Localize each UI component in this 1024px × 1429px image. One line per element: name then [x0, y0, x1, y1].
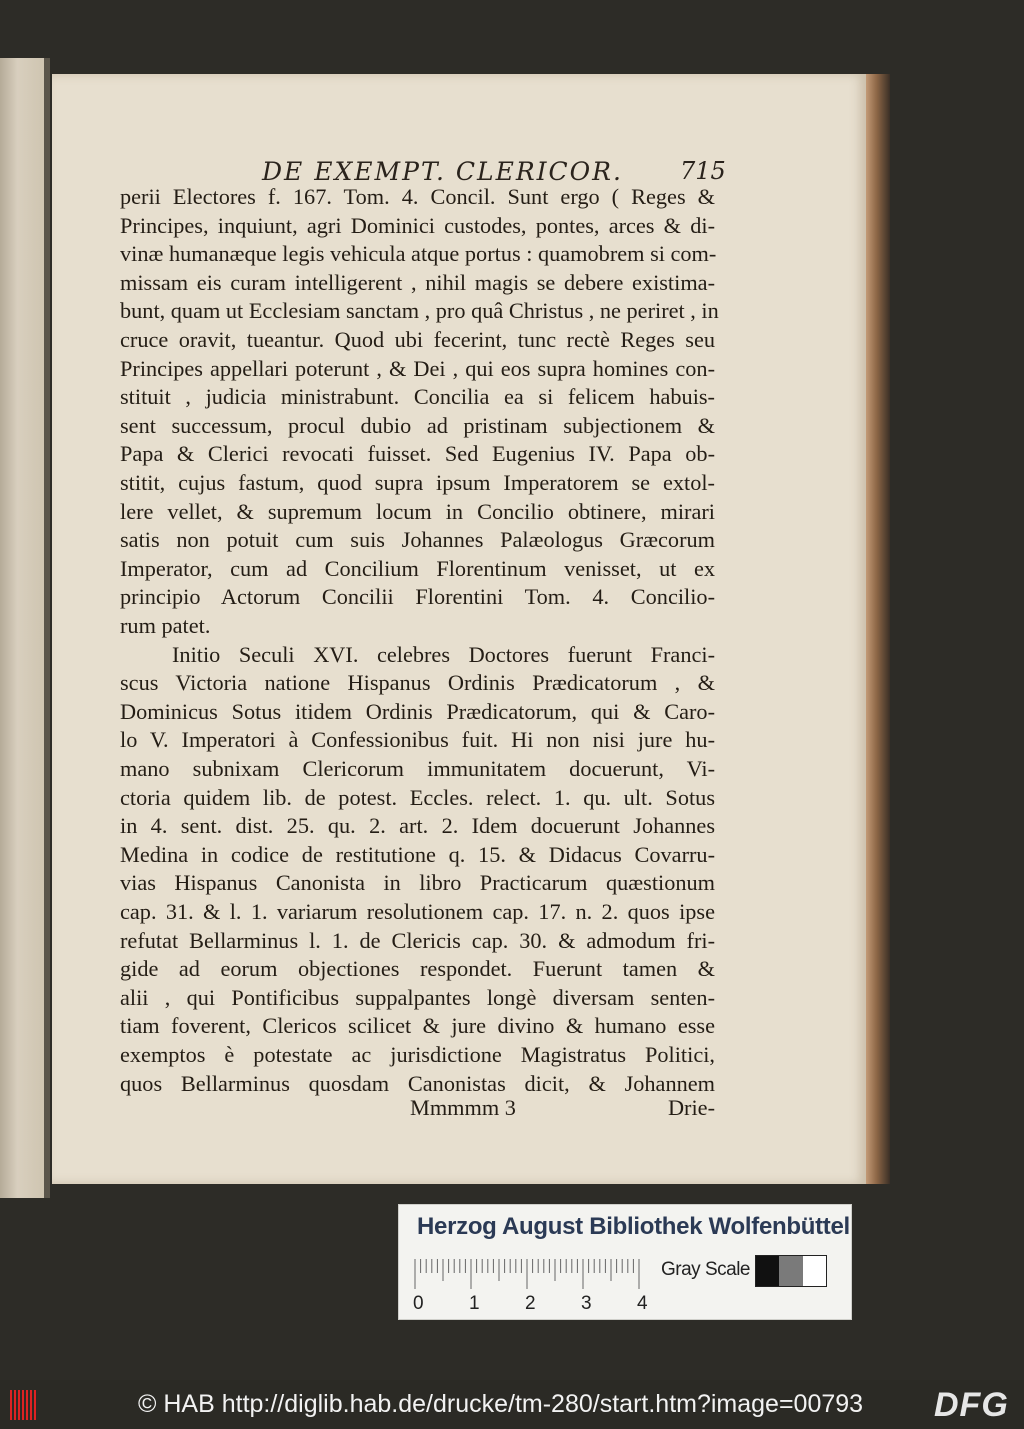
catchline — [120, 1095, 715, 1125]
text-line: lo V. Imperatori à Confessionibus fuit. Hi non nisi jure hu- — [120, 727, 715, 753]
text-line: vinæ humanæque legis vehicula atque portus : quamobrem si com- — [120, 241, 717, 267]
facing-page-edge — [0, 58, 44, 1198]
text-line: bunt, quam ut Ecclesiam sanctam , pro quâ Christus , ne periret , in — [120, 298, 719, 324]
text-line: missam eis curam intelligerent , nihil magis se debere existima- — [120, 269, 715, 295]
ruler-number: 0 — [413, 1293, 424, 1314]
swatch-black — [756, 1256, 779, 1286]
library-name: Herzog August Bibliothek Wolfenbüttel — [417, 1213, 850, 1240]
text-line: rum patet. — [120, 613, 211, 638]
text-line: vias Hispanus Canonista in libro Practicarum quæstionum — [120, 870, 715, 896]
text-line: quos Bellarminus quosdam Canonistas dicit, & Johannem — [120, 1070, 715, 1096]
dfg-logo: DFG — [934, 1386, 1009, 1424]
text-line: Papa & Clerici revocati fuisset. Sed Eugenius IV. Papa ob- — [120, 441, 715, 467]
signature-mark: Mmmmm 3 — [410, 1095, 516, 1121]
text-line: scus Victoria natione Hispanus Ordinis Prædicatorum , & — [120, 670, 715, 696]
text-line: tiam foverent, Clericos scilicet & jure divino & humano esse — [120, 1013, 715, 1039]
ruler-number: 2 — [525, 1293, 536, 1314]
page-number: 715 — [680, 157, 726, 185]
text-line: ctoria quidem lib. de potest. Eccles. relect. 1. qu. ult. Sotus — [120, 784, 715, 810]
footer-bar — [0, 1380, 1024, 1429]
text-line: Initio Seculi XVI. celebres Doctores fuerunt Franci- — [172, 641, 715, 667]
ruler-number: 4 — [637, 1293, 648, 1314]
catchword: Drie- — [667, 1095, 715, 1121]
text-line: perii Electores f. 167. Tom. 4. Concil. Sunt ergo ( Reges & — [120, 184, 715, 209]
gray-scale-label: Gray Scale — [661, 1259, 750, 1280]
text-line: stitit, cujus fastum, quod supra ipsum Imperatorem se extol- — [120, 470, 715, 495]
gutter-shadow — [44, 58, 50, 1198]
page-fore-edge — [866, 74, 890, 1184]
text-line: Principes, inquiunt, agri Dominici custodes, pontes, arces & di- — [120, 212, 715, 238]
copyright-link[interactable]: © HAB http://diglib.hab.de/drucke/tm-280/start.htm?image=00793 — [138, 1390, 864, 1418]
ruler-number: 3 — [581, 1293, 592, 1314]
text-line: exemptos è potestate ac jurisdictione Magistratus Politici, — [120, 1042, 715, 1067]
text-line: Principes appellari poterunt , & Dei , qui eos supra homines con- — [120, 355, 715, 381]
text-line: cruce oravit, tueantur. Quod ubi fecerint, tunc rectè Reges seu — [120, 327, 715, 352]
text-line: lere vellet, & supremum locum in Concilio obtinere, mirari — [120, 498, 715, 524]
text-line: refutat Bellarminus l. 1. de Clericis cap. 30. & admodum fri- — [120, 927, 715, 953]
swatch-gray — [779, 1256, 802, 1286]
gray-scale-swatches — [755, 1255, 827, 1287]
text-line: sent successum, procul dubio ad pristinam subjectionem & — [120, 412, 715, 438]
scale-ruler — [413, 1257, 649, 1291]
text-line: Medina in codice de restitutione q. 15. & Didacus Covarru- — [120, 841, 715, 867]
text-line: satis non potuit cum suis Johannes Palæologus Græcorum — [120, 527, 715, 553]
text-line: Imperator, cum ad Concilium Florentinum venisset, ut ex — [120, 555, 715, 581]
text-line: in 4. sent. dist. 25. qu. 2. art. 2. Idem docuerunt Johannes — [120, 813, 715, 839]
text-line: cap. 31. & l. 1. variarum resolutionem cap. 17. n. 2. quos ipse — [120, 899, 715, 924]
text-line: alii , qui Pontificibus suppalpantes longè diversam senten- — [120, 984, 715, 1010]
running-head: DE EXEMPT. CLERICOR. — [262, 157, 623, 186]
library-reference-card — [398, 1204, 852, 1320]
text-line: principio Actorum Concilii Florentini Tom. 4. Concilio- — [120, 584, 715, 610]
text-line: stituit , judicia ministrabunt. Concilia ea si felicem habuis- — [120, 384, 715, 410]
barcode-icon — [10, 1390, 36, 1420]
text-line: mano subnixam Clericorum immunitatem docuerunt, Vi- — [120, 756, 715, 781]
text-line: Dominicus Sotus itidem Ordinis Prædicatorum, qui & Caro- — [120, 698, 715, 724]
text-line: gide ad eorum objectiones respondet. Fuerunt tamen & — [120, 956, 715, 982]
ruler-number: 1 — [469, 1293, 480, 1314]
swatch-white — [803, 1256, 826, 1286]
